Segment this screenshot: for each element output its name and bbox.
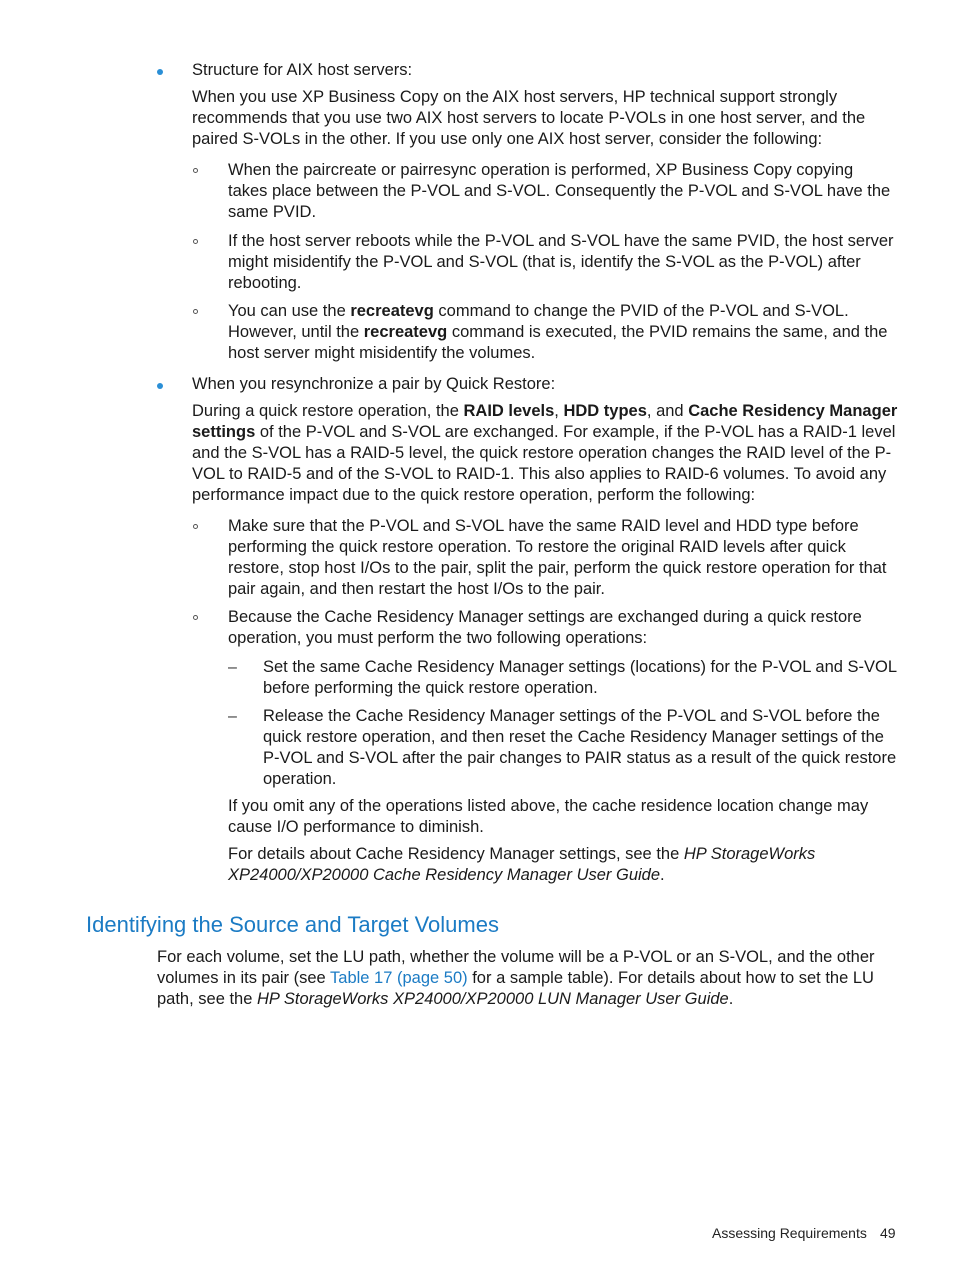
- aix-sub-2: If the host server reboots while the P-VOL and S-VOL have the same PVID, the host server might misidentify the P-VOL and S-VOL (that is, identify the S-VOL as the P-VOL) after rebooting.: [228, 232, 894, 292]
- quick-restore-intro: [192, 401, 898, 506]
- table-17-link[interactable]: Table 17 (page 50): [330, 969, 468, 987]
- sub-bullet-icon: [193, 309, 198, 314]
- text: For each volume, set the LU path, whether the volume will be a P-VOL or an S-VOL, and the other volumes in its pair (see: [157, 948, 875, 987]
- text: .: [660, 866, 665, 884]
- text: ,: [554, 402, 564, 420]
- text: , and: [646, 402, 689, 420]
- text: During a quick restore operation, the: [192, 402, 464, 420]
- quick-restore-sub-2: Because the Cache Residency Manager settings are exchanged during a quick restore operation, you must perform the two following operations:: [228, 608, 862, 647]
- bullet-icon: [157, 383, 163, 389]
- quick-restore-omit: If you omit any of the operations listed above, the cache residence location change may cause I/O performance to diminish.: [228, 797, 869, 836]
- sub-bullet-icon: [193, 168, 198, 173]
- bullet-aix: Structure for AIX host servers:: [192, 61, 413, 79]
- text: For details about Cache Residency Manager settings, see the: [228, 845, 684, 863]
- text: command to change the PVID of the P-VOL and S-VOL. However, until the: [228, 302, 849, 341]
- page-number: 49: [880, 1225, 896, 1241]
- text: You can use the: [228, 302, 351, 320]
- dash-bullet: –: [228, 659, 237, 676]
- identify-paragraph: [157, 947, 897, 1010]
- aix-sub-1: When the paircreate or pairresync operation is performed, XP Business Copy copying takes place between the P-VOL and S-VOL. Consequently the P-VOL and S-VOL have the same PVID.: [228, 161, 891, 221]
- quick-restore-dash-1: Set the same Cache Residency Manager settings (locations) for the P-VOL and S-VOL before performing the quick restore operation.: [263, 658, 897, 697]
- sub-bullet-icon: [193, 239, 198, 244]
- term-raid-levels: RAID levels: [463, 402, 555, 420]
- footer-section-name: Assessing Requirements: [712, 1225, 867, 1241]
- sub-bullet-icon: [193, 524, 198, 529]
- text: command is executed, the PVID remains the same, and the host server might misidentify the volumes.: [228, 323, 888, 362]
- term-hdd-types: HDD types: [563, 402, 647, 420]
- sub-bullet-icon: [193, 615, 198, 620]
- aix-intro: When you use XP Business Copy on the AIX host servers, HP technical support strongly recommends that you use two AIX host servers to locate P-VOLs in one host server, and the paired S-VOLs in the other. If you use only one AIX host server, consider the following:: [192, 88, 866, 148]
- aix-sub-3: [228, 301, 896, 364]
- quick-restore-sub-1: Make sure that the P-VOL and S-VOL have the same RAID level and HDD type before performing the quick restore operation. To restore the original RAID levels after quick restore, stop host I/Os to the pair, split the pair, perform the quick restore operation for that pair again, and then restart the host I/Os to the pair.: [228, 517, 887, 598]
- text: .: [728, 990, 734, 1008]
- command-recreatevg: recreatevg: [363, 323, 448, 341]
- quick-restore-dash-2: Release the Cache Residency Manager settings of the P-VOL and S-VOL before the quick restore operation, and then reset the Cache Residency Manager settings of the P-VOL and S-VOL after the pair changes to PAIR status as a result of the quick restore operation.: [263, 707, 897, 788]
- command-recreatevg: recreatevg: [350, 302, 434, 320]
- guide-title: HP StorageWorks XP24000/XP20000 Cache Residency Manager User Guide: [228, 845, 816, 884]
- bullet-icon: [157, 69, 163, 75]
- text: of the P-VOL and S-VOL are exchanged. For example, if the P-VOL has a RAID-1 level and the S-VOL has a RAID-5 level, the quick restore operation changes the RAID level of the P-VOL to RAID-5 and of the S-VOL to RAID-1. This also applies to RAID-6 volumes. To avoid any performance impact due to the quick restore operation, perform the following:: [192, 423, 896, 504]
- text: for a sample table). For details about how to set the LU path, see the: [157, 969, 874, 1008]
- term-crm-settings: Cache Residency Manager settings: [192, 402, 898, 441]
- quick-restore-details: [228, 844, 896, 886]
- section-heading: Identifying the Source and Target Volumes: [86, 912, 499, 937]
- bullet-quick-restore: When you resynchronize a pair by Quick Restore:: [192, 375, 556, 393]
- dash-bullet: –: [228, 708, 237, 725]
- guide-title: HP StorageWorks XP24000/XP20000 LUN Manager User Guide: [257, 990, 729, 1008]
